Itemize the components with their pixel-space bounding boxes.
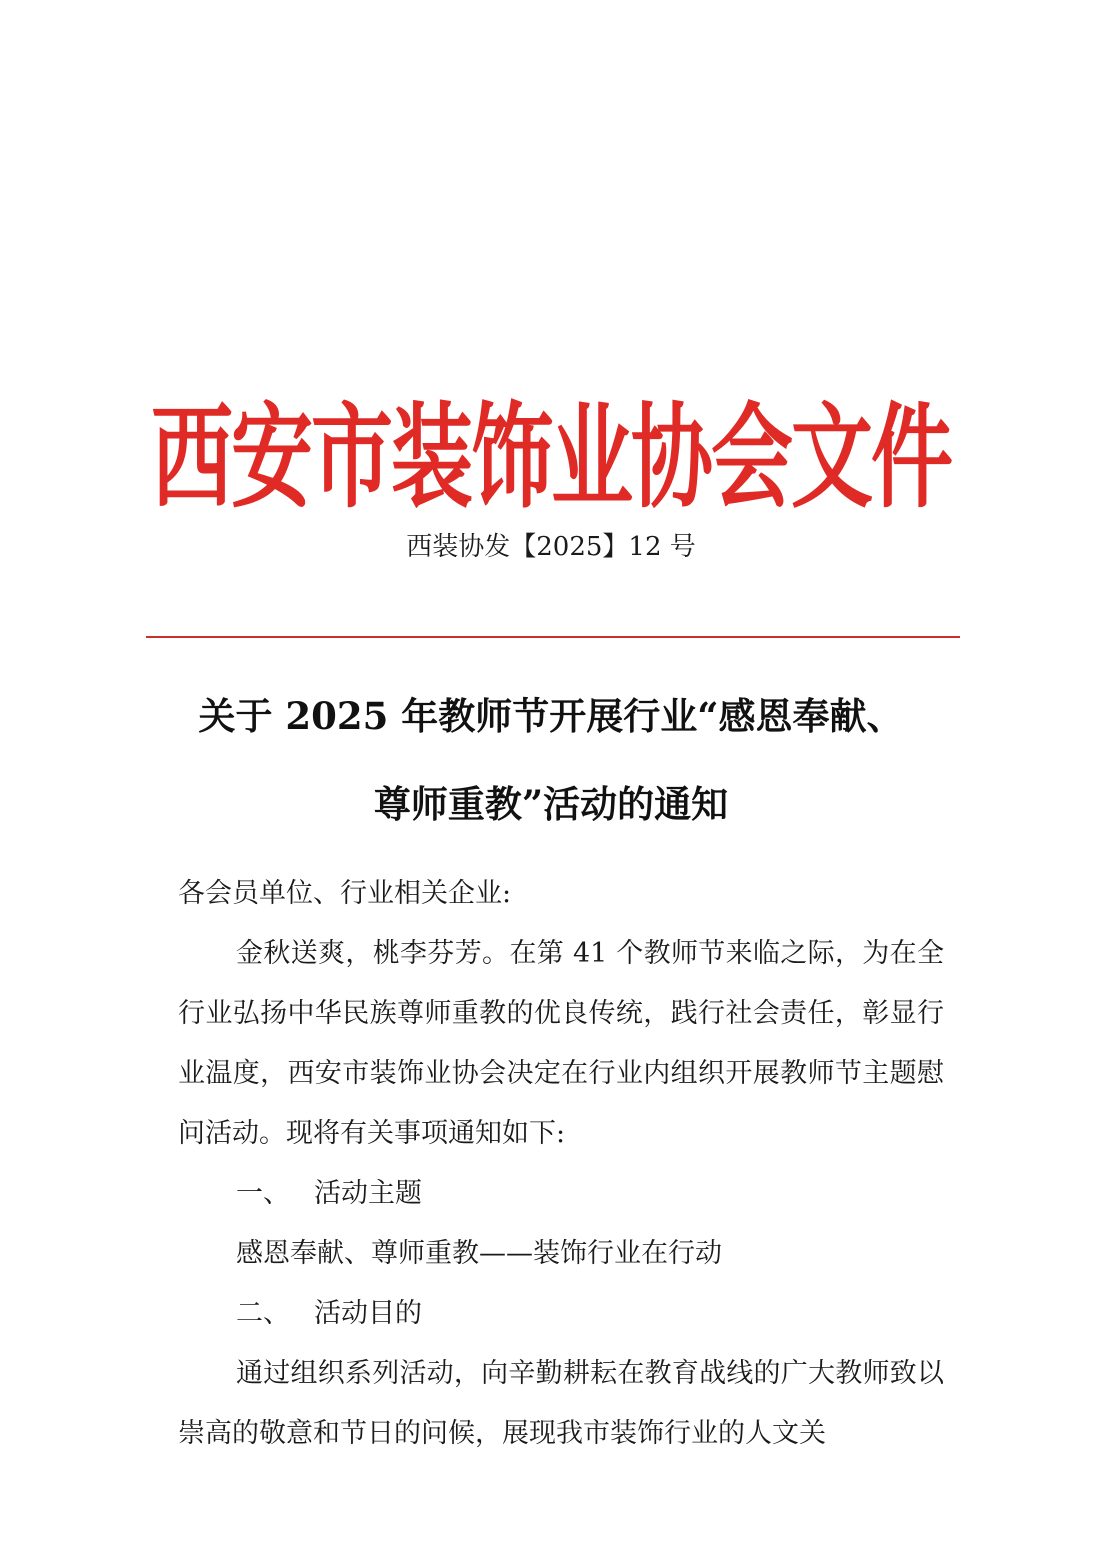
section-heading-text-2: 活动目的 bbox=[314, 1298, 422, 1329]
salutation: 各会员单位、行业相关企业: bbox=[178, 878, 512, 909]
notice-title-line-1: 关于 2025 年教师节开展行业“感恩奉献、 bbox=[198, 694, 904, 738]
section-heading-1 bbox=[178, 1164, 944, 1224]
section-number-2: 二、 bbox=[236, 1298, 290, 1329]
notice-body bbox=[178, 864, 944, 1464]
red-divider-line bbox=[146, 636, 960, 638]
section-content-2: 通过组织系列活动，向辛勤耕耘在教育战线的广大教师致以崇高的敬意和节日的问候，展现我市装饰行业的人文关 bbox=[178, 1358, 944, 1449]
notice-title bbox=[120, 672, 982, 848]
section-number-1: 一、 bbox=[236, 1178, 290, 1209]
section-heading-text-1: 活动主题 bbox=[314, 1178, 422, 1209]
document-number: 西装协发【2025】12 号 bbox=[406, 532, 696, 562]
notice-title-line-2: 尊师重教”活动的通知 bbox=[373, 782, 729, 826]
masthead-title: 西安市装饰业协会文件 bbox=[150, 391, 951, 524]
section-content-1: 感恩奉献、尊师重教——装饰行业在行动 bbox=[236, 1238, 722, 1269]
intro-paragraph: 金秋送爽，桃李芬芳。在第 41 个教师节来临之际，为在全行业弘扬中华民族尊师重教的优良传统，践行社会责任，彰显行业温度，西安市装饰业协会决定在行业内组织开展教师节主题慰问活动。现将有关事项通知如下: bbox=[178, 938, 944, 1149]
section-heading-2 bbox=[178, 1284, 944, 1344]
